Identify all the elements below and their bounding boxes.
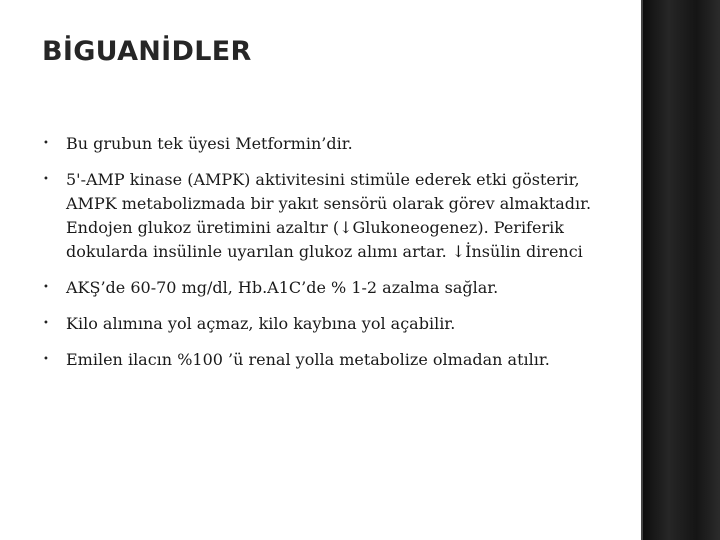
bullet-text: Emilen ilacın %100 ’ü renal yolla metabolize olmadan atılır. bbox=[66, 350, 550, 369]
bullet-item bbox=[42, 276, 632, 300]
bullet-marker: • bbox=[43, 282, 49, 293]
bullet-text: 5'-AMP kinase (AMPK) aktivitesini stimüle ederek etki gösterir, AMPK metabolizmada bir yakıt sensörü olarak görev almaktadır. Endojen glukoz üretimini azaltır (↓Glukoneogenez). Periferik dokularda insülinle uyarılan glukoz alımı artar. ↓İnsülin direnci bbox=[66, 170, 592, 261]
bullet-item bbox=[42, 312, 632, 336]
bullet-marker: • bbox=[43, 354, 49, 365]
bullet-list bbox=[42, 132, 632, 372]
bullet-item bbox=[42, 348, 632, 372]
dark-sidebar-band bbox=[641, 0, 720, 540]
bullet-marker: • bbox=[43, 138, 49, 149]
bullet-marker: • bbox=[43, 174, 49, 185]
bullet-item bbox=[42, 168, 632, 264]
slide-title: BİGUANİDLER bbox=[42, 36, 252, 67]
bullet-text: Bu grubun tek üyesi Metformin’dir. bbox=[66, 134, 353, 153]
bullet-text: Kilo alımına yol açmaz, kilo kaybına yol açabilir. bbox=[66, 314, 456, 333]
bullet-text: AKŞ’de 60-70 mg/dl, Hb.A1C’de % 1-2 azalma sağlar. bbox=[66, 278, 499, 297]
bullet-marker: • bbox=[43, 318, 49, 329]
bullet-item bbox=[42, 132, 632, 156]
sidebar-edge-line bbox=[641, 0, 643, 540]
